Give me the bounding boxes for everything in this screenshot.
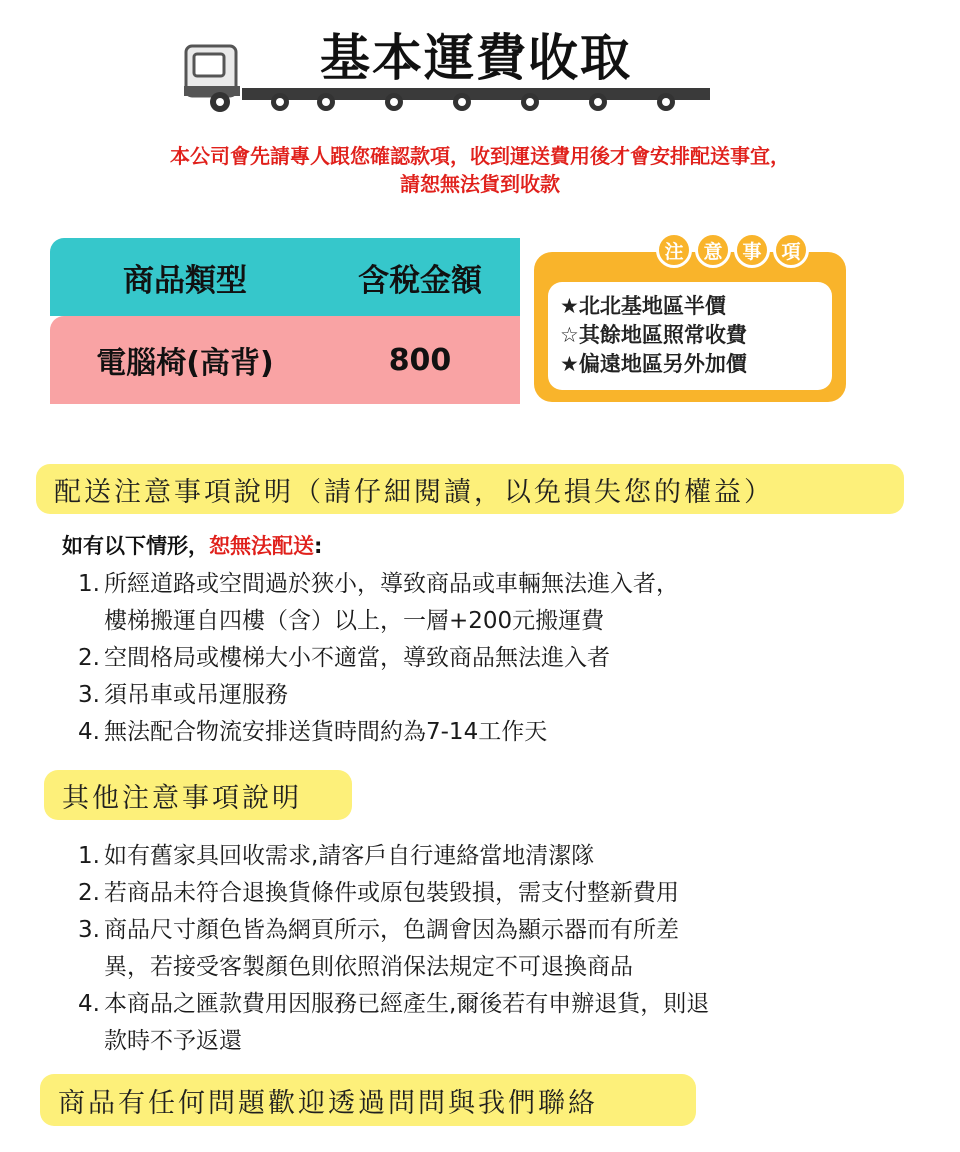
list-text: 所經道路或空間過於狹小，導致商品或車輛無法進入者， [104,571,679,597]
note-line: ★偏遠地區另外加價 [560,352,747,376]
payment-notice-line: 本公司會先請專人跟您確認款項，收到運送費用後才會安排配送事宜， [170,144,790,168]
product-price: 800 [388,342,452,378]
list-item [78,838,709,875]
intro-warning: 恕無法配送 [209,534,314,558]
list-text: 異，若接受客製顏色則依照消保法規定不可退換商品 [104,954,633,980]
list-item [78,986,709,1060]
list-number: 4. [78,719,100,745]
notes-badges [656,232,809,268]
price-table-row [50,316,520,404]
list-text: 本商品之匯款費用因服務已經產生,爾後若有申辦退貨，則退 [104,991,710,1017]
product-name: 電腦椅(高背) [96,346,274,381]
price-table [50,238,520,404]
list-text: 若商品未符合退換貨條件或原包裝毀損，需支付整新費用 [104,880,679,906]
list-number: 3. [78,682,100,708]
intro-prefix: 如有以下情形， [62,534,209,558]
list-number: 3. [78,917,100,943]
list-item [78,566,679,640]
list-text: 如有舊家具回收需求,請客戶自行連絡當地清潔隊 [104,843,595,869]
delivery-list [78,566,679,751]
notes-badge: 意 [695,232,731,268]
list-text: 樓梯搬運自四樓（含）以上，一層+200元搬運費 [104,608,605,634]
header-price: 含稅金額 [358,262,482,299]
list-text: 空間格局或樓梯大小不適當，導致商品無法進入者 [104,645,610,671]
list-text: 款時不予返還 [104,1028,242,1054]
header-product-type: 商品類型 [123,262,247,299]
notes-badge: 項 [773,232,809,268]
other-list [78,838,709,1060]
note-line: ★北北基地區半價 [560,294,726,318]
list-text: 須吊車或吊運服務 [104,682,288,708]
contact-banner: 商品有任何問題歡迎透過問問與我們聯絡 [40,1074,696,1126]
list-item [78,677,679,714]
other-banner: 其他注意事項說明 [44,770,352,820]
payment-notice-line: 請恕無法貨到收款 [400,172,560,196]
notes-content [548,282,832,390]
header [0,0,960,120]
list-number: 4. [78,991,100,1017]
list-item [78,912,709,986]
intro-suffix: : [314,534,323,558]
notes-badge: 事 [734,232,770,268]
list-number: 2. [78,880,100,906]
list-number: 2. [78,645,100,671]
payment-notice [0,142,960,198]
delivery-banner: 配送注意事項說明（請仔細閱讀，以免損失您的權益） [36,464,904,514]
note-line: ☆其餘地區照常收費 [560,323,747,347]
notes-badge: 注 [656,232,692,268]
notes-box [534,252,846,402]
list-item [78,714,679,751]
list-item [78,640,679,677]
price-table-header [50,238,520,316]
list-number: 1. [78,843,100,869]
list-text: 商品尺寸顏色皆為網頁所示，色調會因為顯示器而有所差 [104,917,679,943]
list-text: 無法配合物流安排送貨時間約為7-14工作天 [104,719,548,745]
list-number: 1. [78,571,100,597]
page-title: 基本運費收取 [320,28,632,87]
delivery-intro [62,530,322,560]
list-item [78,875,709,912]
